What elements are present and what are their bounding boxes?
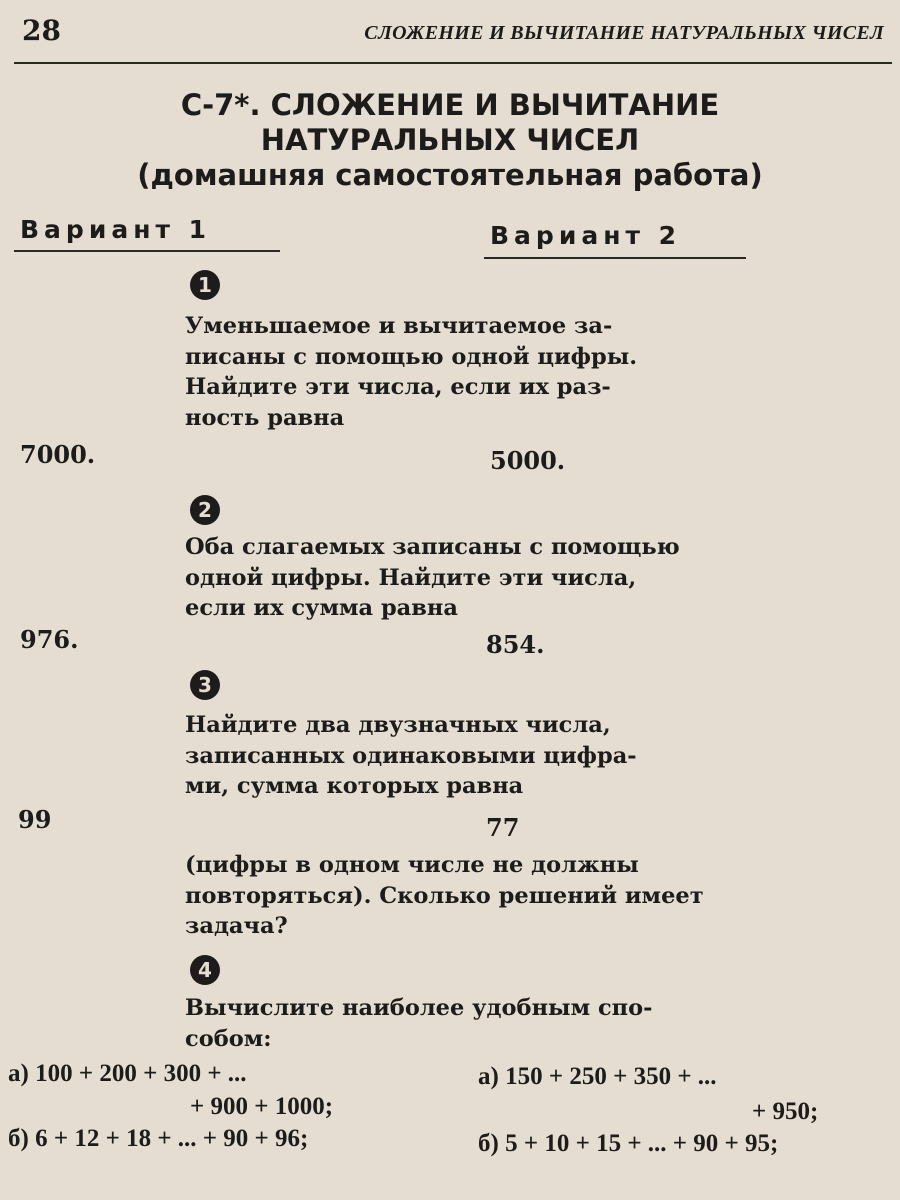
variant-2-underline bbox=[484, 257, 746, 259]
task-4-v1-a-line2: + 900 + 1000; bbox=[190, 1093, 334, 1120]
task-2-variant-2-value: 854. bbox=[486, 630, 545, 659]
text-line: ми, сумма которых равна bbox=[185, 773, 524, 799]
text-line: Найдите два двузначных числа, bbox=[185, 712, 611, 738]
variant-2-heading: Вариант 2 bbox=[490, 221, 682, 250]
task-number-badge: 3 bbox=[190, 670, 220, 700]
page-number: 28 bbox=[22, 14, 61, 47]
task-3-continuation bbox=[185, 850, 704, 942]
task-4-v1-b: б) 6 + 12 + 18 + ... + 90 + 96; bbox=[8, 1125, 309, 1152]
running-title: СЛОЖЕНИЕ И ВЫЧИТАНИЕ НАТУРАЛЬНЫХ ЧИСЕЛ bbox=[364, 22, 884, 44]
section-title bbox=[0, 88, 900, 193]
text-line: повторяться). Сколько решений имеет bbox=[185, 882, 704, 909]
task-1-variant-2-value: 5000. bbox=[490, 446, 566, 475]
title-subtitle: (домашняя самостоятельная работа) bbox=[137, 158, 763, 192]
text-line: задача? bbox=[185, 913, 288, 939]
variant-1-underline bbox=[14, 250, 280, 252]
task-3-text bbox=[185, 710, 637, 802]
task-4-v2-b: б) 5 + 10 + 15 + ... + 90 + 95; bbox=[478, 1130, 779, 1157]
text-line: если их сумма равна bbox=[185, 595, 458, 621]
text-line: Уменьшаемое и вычитаемое за- bbox=[185, 313, 613, 339]
title-line: С-7*. СЛОЖЕНИЕ И ВЫЧИТАНИЕ bbox=[180, 88, 720, 122]
task-4-v1-a-line1: а) 100 + 200 + 300 + ... bbox=[8, 1060, 247, 1087]
text-line: (цифры в одном числе не должны bbox=[185, 852, 639, 878]
task-2-text bbox=[185, 532, 680, 624]
task-4-v2-a-line2: + 950; bbox=[752, 1098, 819, 1125]
task-number-badge: 1 bbox=[190, 270, 220, 300]
text-line: Оба слагаемых записаны с помощью bbox=[185, 534, 680, 560]
text-line: одной цифры. Найдите эти числа, bbox=[185, 564, 637, 591]
task-number-badge: 4 bbox=[190, 955, 220, 985]
task-1-text bbox=[185, 311, 637, 433]
text-line: ность равна bbox=[185, 404, 345, 431]
text-line: записанных одинаковыми цифра- bbox=[185, 742, 637, 769]
task-1-variant-1-value: 7000. bbox=[20, 440, 96, 469]
task-4-v2-a-line1: а) 150 + 250 + 350 + ... bbox=[478, 1063, 717, 1090]
task-4-text bbox=[185, 993, 652, 1054]
task-3-variant-1-value: 99 bbox=[18, 805, 52, 834]
title-line: НАТУРАЛЬНЫХ ЧИСЕЛ bbox=[260, 123, 640, 157]
task-number-badge: 2 bbox=[190, 495, 220, 525]
task-3-variant-2-value: 77 bbox=[486, 813, 520, 842]
task-2-variant-1-value: 976. bbox=[20, 625, 79, 654]
header-divider bbox=[14, 62, 892, 64]
text-line: собом: bbox=[185, 1025, 272, 1052]
text-line: Найдите эти числа, если их раз- bbox=[185, 374, 611, 400]
variant-1-heading: Вариант 1 bbox=[20, 215, 212, 244]
text-line: Вычислите наиболее удобным спо- bbox=[185, 995, 653, 1021]
text-line: писаны с помощью одной цифры. bbox=[185, 343, 638, 370]
